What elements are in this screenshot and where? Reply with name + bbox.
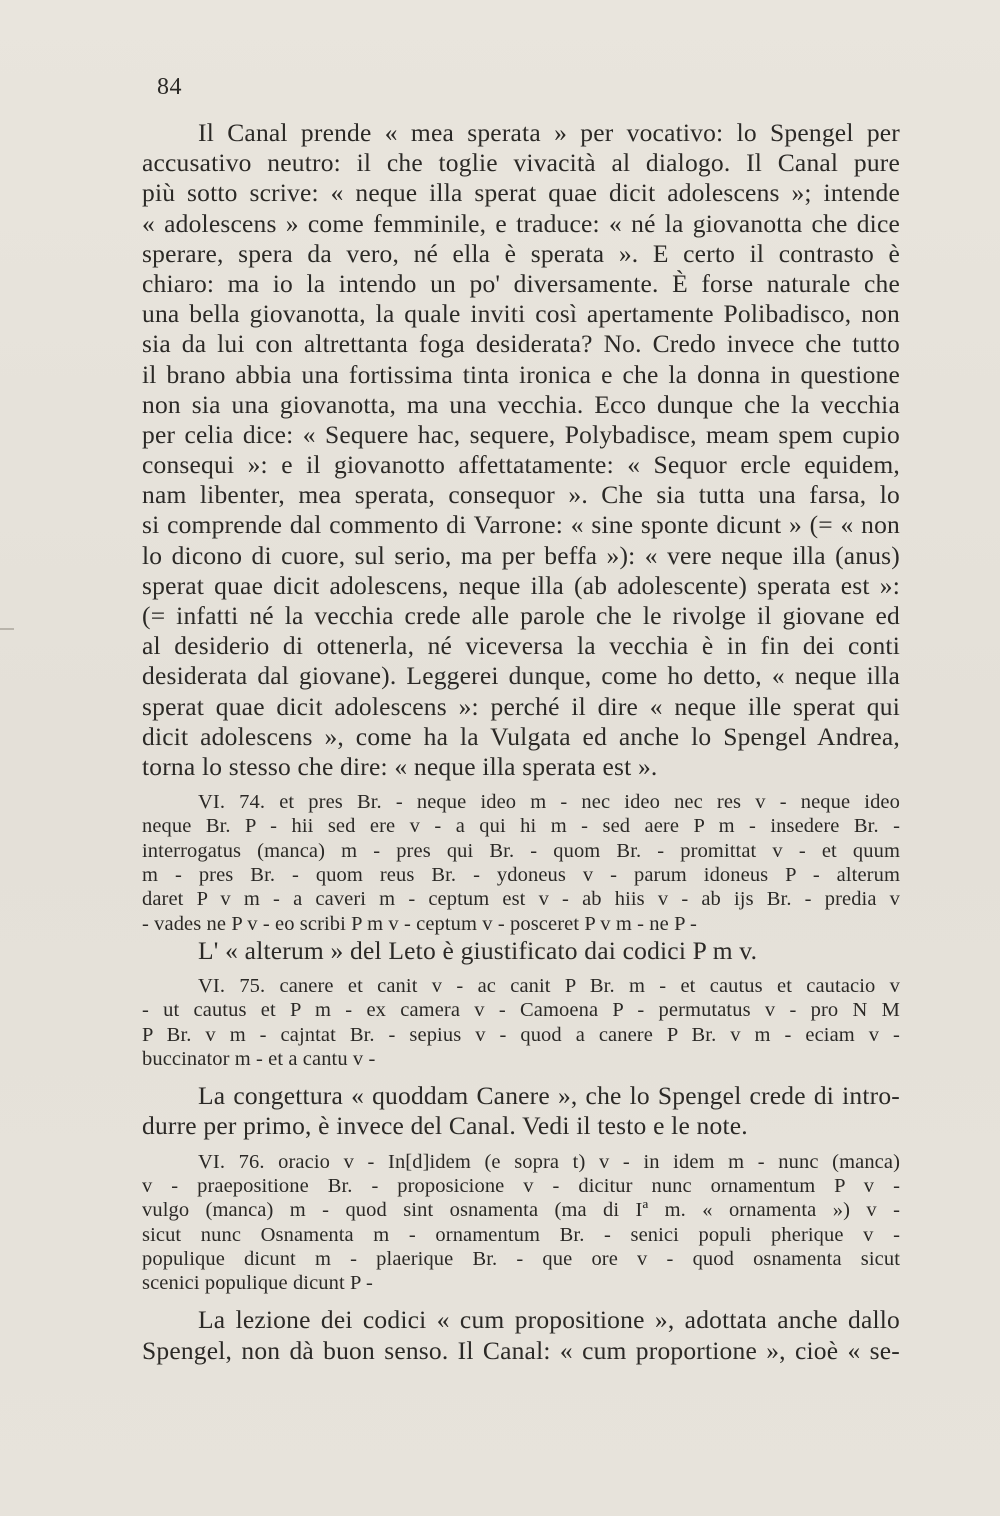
- text-line: non sia una giovanotta, ma una vecchia. Ecco dunque che la vecchia: [142, 389, 900, 419]
- note-line: vulgo (manca) m - quod sint osnamenta (ma di Iª m. « ornamenta ») v -: [142, 1199, 900, 1222]
- text-line: Spengel, non dà buon senso. Il Canal: « cum proportione », cioè « se-: [142, 1335, 900, 1365]
- note-line: sicut nunc Osnamenta m - ornamentum Br. - senici populi pherique v -: [142, 1223, 900, 1246]
- text-line: torna lo stesso che dire: « neque illa sperata est ».: [142, 751, 658, 781]
- text-line: il brano abbia una fortissima tinta ironica e che la donna in questione: [142, 359, 900, 389]
- text-line: sperat quae dicit adolescens, neque illa (ab adolescente) sperata est »:: [142, 570, 900, 600]
- note-line: daret P v m - a caveri m - ceptum est v - ab hiis v - ab ijs Br. - predia v: [142, 888, 900, 911]
- text-line: « adolescens » come femminile, e traduce: « né la giovanotta che dice: [142, 208, 900, 238]
- text-line: Il Canal prende « mea sperata » per vocativo: lo Spengel per: [198, 118, 900, 147]
- apparatus-note-76: [142, 1150, 900, 1296]
- note-line: neque Br. P - hii sed ere v - a qui hi m - sed aere P m - insedere Br. -: [142, 815, 900, 838]
- apparatus-note-74: [142, 790, 900, 936]
- paragraph-commentary-varrone: [142, 118, 900, 782]
- note-line: VI. 75. canere et canit v - ac canit P Br. m - et cautus et cautacio v: [198, 975, 900, 998]
- note-line: populique dicunt m - plaerique Br. - que ore v - quod osnamenta sicut: [142, 1247, 900, 1270]
- note-line: VI. 74. et pres Br. - neque ideo m - nec ideo nec res v - neque ideo: [198, 791, 900, 814]
- text-body: [142, 118, 900, 1366]
- text-line: L' « alterum » del Leto è giustificato dai codici P m v.: [198, 935, 758, 965]
- apparatus-note-75: [142, 974, 900, 1071]
- note-line: buccinator m - et a cantu v -: [142, 1047, 376, 1070]
- text-line: sia da lui con altrettanta foga desiderata? No. Credo invece che tutto: [142, 329, 900, 359]
- note-line: m - pres Br. - quom reus Br. - ydoneus v - parum idoneus P - alterum: [142, 864, 900, 887]
- text-line: durre per primo, è invece del Canal. Vedi il testo e le note.: [142, 1111, 748, 1141]
- text-line: sperat quae dicit adolescens »: perché il dire « neque ille sperat qui: [142, 691, 900, 721]
- text-line: sperare, spera da vero, né ella è sperata ». E certo il contrasto è: [142, 238, 900, 268]
- text-line: consequi »: e il giovanotto affettatamente: « Sequor ercle equidem,: [142, 450, 900, 480]
- note-line: - ut cautus et P m - ex camera v - Camoena P - permutatus v - pro N M: [142, 999, 900, 1022]
- note-line: - vades ne P v - eo scribi P m v - ceptum v - posceret P v m - ne P -: [142, 912, 697, 935]
- paragraph-alterum: [142, 936, 900, 966]
- note-line: scenici populique dicunt P -: [142, 1272, 373, 1295]
- text-line: chiaro: ma io la intendo un po' diversamente. È forse naturale che: [142, 268, 900, 298]
- text-line: più sotto scrive: « neque illa sperat quae dicit adolescens »; intende: [142, 178, 900, 208]
- text-line: (= infatti né la vecchia crede alle parole che le rivolge il giovane ed: [142, 601, 900, 630]
- text-line: lo dicono di cuore, sul serio, ma per beffa »): « vere neque illa (anus): [142, 540, 900, 570]
- text-line: per celia dice: « Sequere hac, sequere, Polybadisce, meam spem cupio: [142, 419, 900, 449]
- text-line: desiderata dal giovane). Leggerei dunque, come ho detto, « neque illa: [142, 661, 900, 691]
- paragraph-lezione: [142, 1305, 900, 1365]
- text-line: accusativo neutro: il che toglie vivacità al dialogo. Il Canal pure: [142, 148, 900, 178]
- note-line: v - praepositione Br. - proposicione v - dicitur nunc ornamentum P v -: [142, 1174, 900, 1197]
- text-line: una bella giovanotta, la quale inviti così apertamente Polibadisco, non: [142, 299, 900, 329]
- text-line: si comprende dal commento di Varrone: « sine sponte dicunt » (= « non: [142, 510, 900, 540]
- text-line: al desiderio di ottenerla, né viceversa la vecchia è in fin dei conti: [142, 631, 900, 661]
- text-line: dicit adolescens », come ha la Vulgata ed anche lo Spengel Andrea,: [142, 721, 900, 751]
- note-line: P Br. v m - cajntat Br. - sepius v - quod a canere P Br. v m - eciam v -: [142, 1023, 900, 1046]
- text-line: La congettura « quoddam Canere », che lo Spengel crede di intro-: [198, 1081, 900, 1111]
- note-line: VI. 76. oracio v - In[d]idem (e sopra t) v - in idem m - nunc (manca): [198, 1150, 900, 1173]
- page-number: 84: [157, 74, 182, 100]
- text-line: nam libenter, mea sperata, consequor ». Che sia tutta una farsa, lo: [142, 480, 900, 510]
- margin-mark: [0, 628, 14, 630]
- text-line: La lezione dei codici « cum propositione », adottata anche dallo: [198, 1305, 900, 1335]
- note-line: interrogatus (manca) m - pres qui Br. - quom Br. - promittat v - et quum: [142, 839, 900, 862]
- paragraph-congettura: [142, 1081, 900, 1141]
